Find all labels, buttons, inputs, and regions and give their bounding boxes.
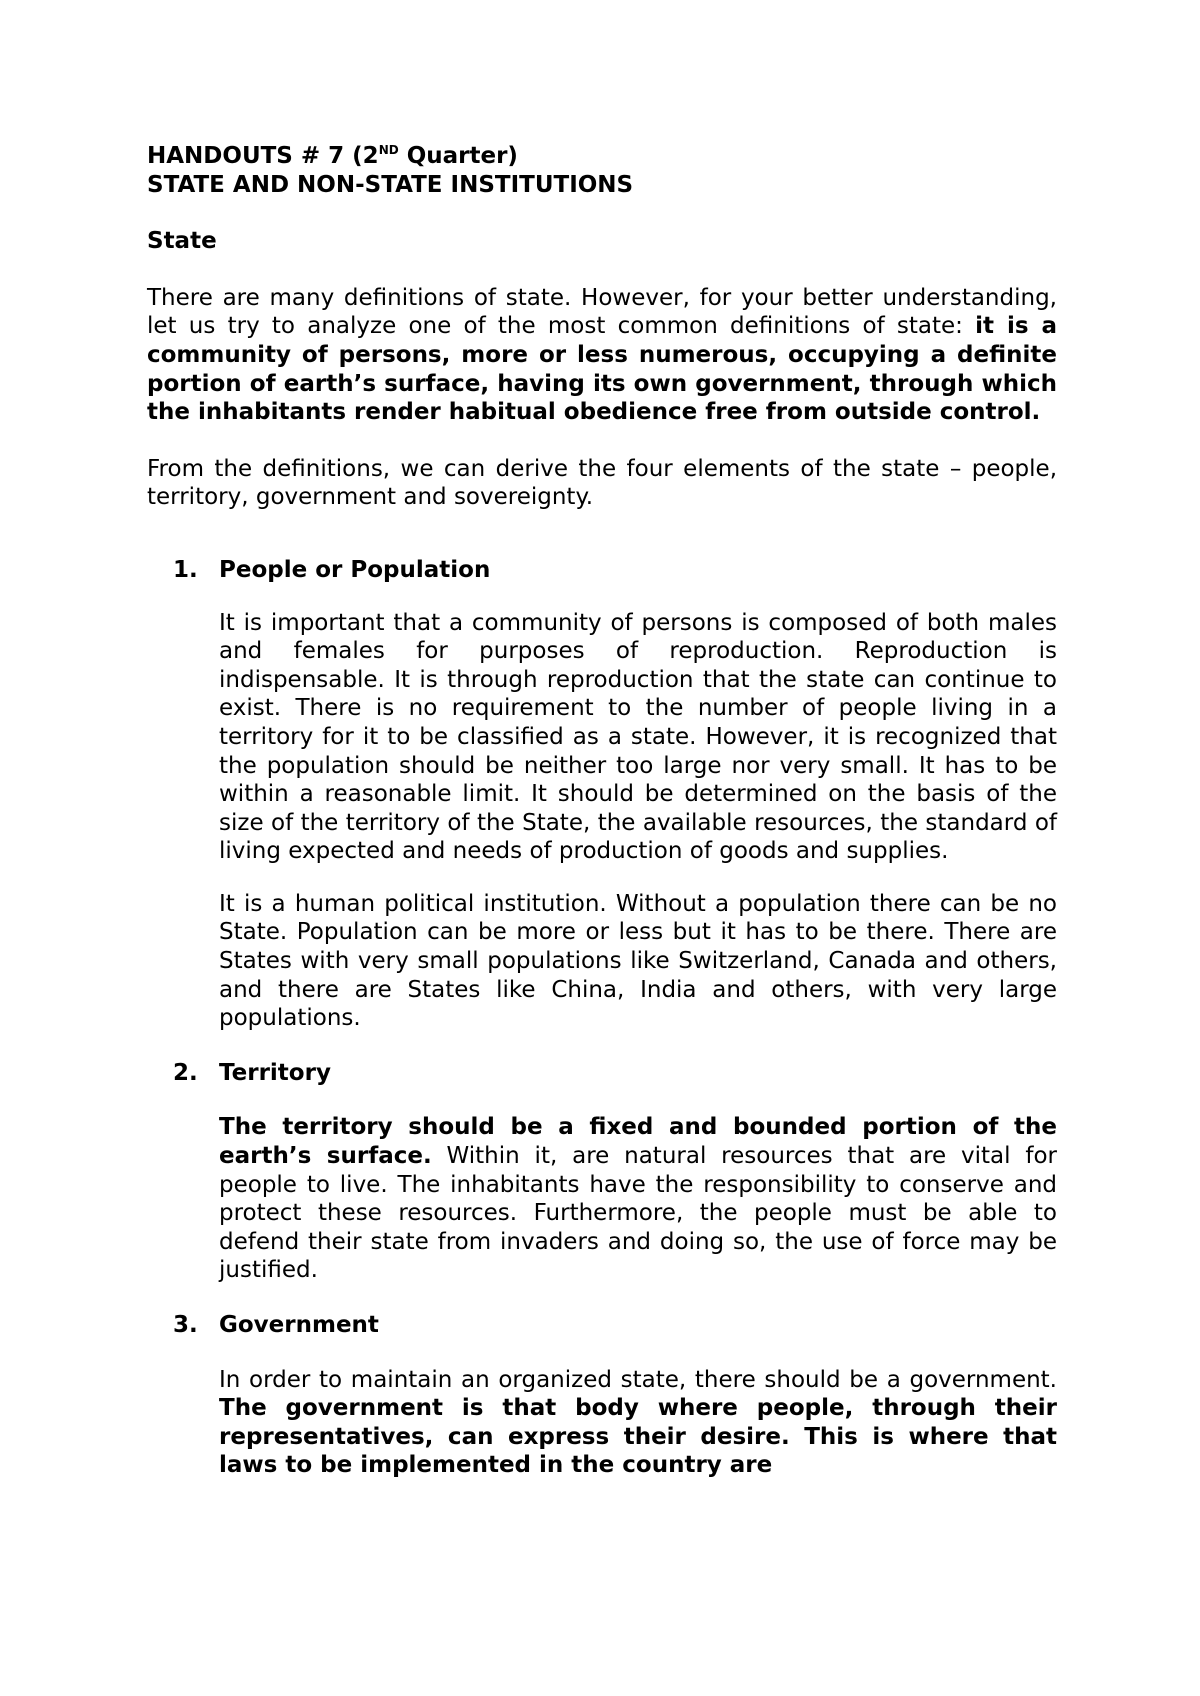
people-paragraph-2: It is a human political institution. Without a population there can be no State. Population can be more or less but it has to be there. There are States with very small populations like Switzerland, Canada and others, and there are States like China, India and others, with very large populations. xyxy=(219,890,1057,1032)
item-heading-government: 3. Government xyxy=(173,1312,379,1338)
document-body xyxy=(147,142,1057,1480)
government-bold-text: The government is that body where people, through their representatives, can express their desire. This is where that laws to be implemented in the country are xyxy=(219,1395,1057,1479)
item-heading-people: 1. People or Population xyxy=(173,556,491,583)
people-paragraph-1: It is important that a community of persons is composed of both males and females for purposes of reproduction. Reproduction is indispensable. It is through reproduction that the state can continue to exist. There is no requirement to the number of people living in a territory for it to be classified as a state. However, it is recognized that the population should be neither too large nor very small. It has to be within a reasonable limit. It should be determined on the basis of the size of the territory of the State, the available resources, the standard of living expected and needs of production of goods and supplies. xyxy=(219,609,1057,865)
state-definition-bold: it is a community of persons, more or less numerous, occupying a definite portion of earth’s surface, having its own government, through which the inhabitants render habitual obedience free from outside control. xyxy=(147,313,1057,426)
territory-paragraph: The territory should be a fixed and bounded portion of the earth’s surface. Within it, are natural resources that are vital for people to live. The inhabitants have the responsibility to conserve and protect these resources. Furthermore, the people must be able to defend their state from invaders and doing so, the use of force may be justified. xyxy=(219,1114,1058,1284)
state-heading: State xyxy=(147,228,217,255)
title-superscript: ND xyxy=(378,143,399,157)
elements-paragraph: From the definitions, we can derive the four elements of the state – people, territory, government and sovereignty. xyxy=(147,455,1057,511)
state-definition-paragraph: There are many definitions of state. However, for your better understanding, let us try to analyze one of the most common definitions of state: it is a community of persons, more or less numerous, occupying a definite portion of earth’s surface, having its own government, through which the inhabitants render habitual obedience free from outside control. xyxy=(147,284,1057,426)
government-paragraph: In order to maintain an organized state, there should be a government. The government is that body where people, through their representatives, can express their desire. This is where that laws to be implemented in the country are xyxy=(219,1366,1057,1479)
handout-title: HANDOUTS # 7 (2ND Quarter) xyxy=(147,143,518,169)
handout-subtitle: STATE AND NON-STATE INSTITUTIONS xyxy=(147,171,634,198)
territory-bold-lead: The territory should be a fixed and bounded portion of the earth’s surface. xyxy=(219,1114,1057,1170)
item-heading-territory: 2. Territory xyxy=(173,1059,331,1086)
